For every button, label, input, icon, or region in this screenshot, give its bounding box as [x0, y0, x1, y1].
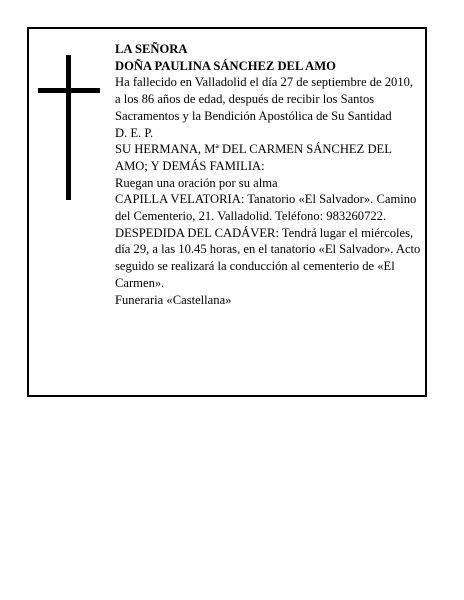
latin-cross-icon	[38, 55, 100, 200]
prayer-request: Ruegan una oración por su alma	[115, 175, 278, 190]
funeral-home: Funeraria «Castellana»	[115, 292, 232, 307]
cross-horizontal-bar	[38, 88, 100, 93]
farewell-info: DESPEDIDA DEL CADÁVER: Tendrá lugar el miércoles, día 29, a las 10.45 horas, en el tanatorio «El Salvador». Acto seguido se realizará la conducción al cementerio de «El Carmen».	[115, 225, 421, 290]
cross-vertical-bar	[66, 55, 71, 200]
chapel-info: CAPILLA VELATORIA: Tanatorio «El Salvador». Camino del Cementerio, 21. Valladolid. Teléfono: 983260722.	[115, 192, 417, 224]
deceased-name: DOÑA PAULINA SÁNCHEZ DEL AMO	[115, 58, 336, 73]
death-announcement: Ha fallecido en Valladolid el día 27 de septiembre de 2010, a los 86 años de edad, después de recibir los Santos Sacramentos y la Bendición Apostólica de Su Santidad	[115, 75, 414, 123]
notice-text	[115, 41, 421, 308]
dep-line: D. E. P.	[115, 125, 154, 140]
family-line: SU HERMANA, Mª DEL CARMEN SÁNCHEZ DEL AMO; Y DEMÁS FAMILIA:	[115, 142, 392, 173]
obituary-notice	[27, 27, 427, 397]
notice-title: LA SEÑORA	[115, 42, 188, 56]
